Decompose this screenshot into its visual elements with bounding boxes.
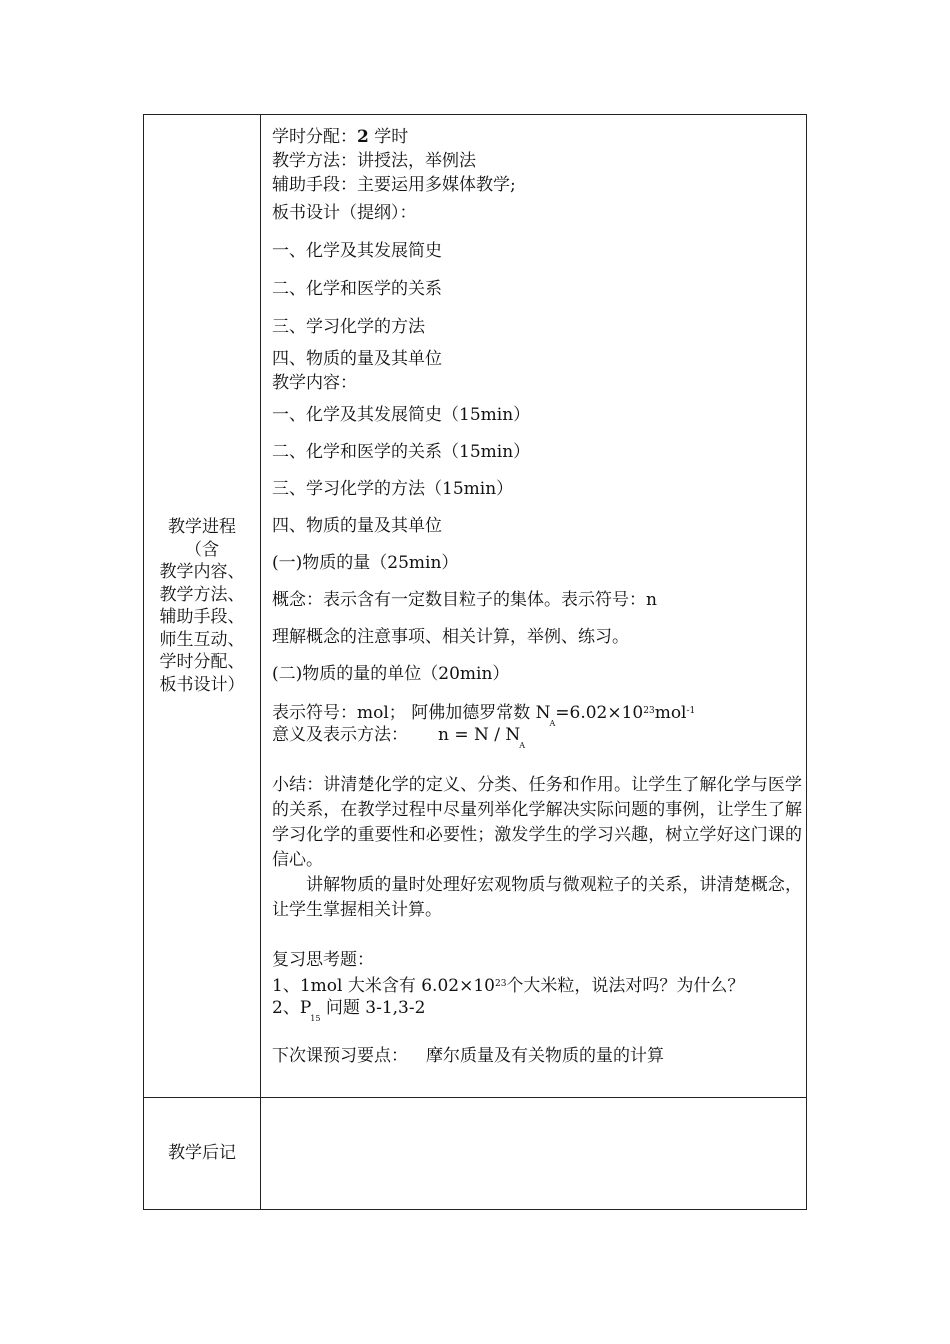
preview-label: 下次课预习要点： bbox=[272, 1046, 408, 1066]
content-cell bbox=[272, 125, 802, 1068]
summary-paragraph: 小结：讲清楚化学的定义、分类、任务和作用。让学生了解化学与医学的关系，在教学过程中尽量列举化学解决实际问题的事例，让学生了解学习化学的重要性和必要性；激发学生的学习兴趣，树立学好这门课的信心。 bbox=[272, 775, 802, 870]
progress-label-line: 板书设计） bbox=[159, 674, 245, 695]
meaning-formula: n = N / N bbox=[438, 725, 521, 745]
progress-label-line: 教学进程 bbox=[168, 517, 236, 537]
progress-label-line: 师生互动、 bbox=[159, 629, 245, 650]
content-item: (一)物质的量（25min） bbox=[272, 553, 459, 573]
postscript-label-cell bbox=[144, 1097, 260, 1209]
review-question-text: 个大米粒，说法对吗？为什么？ bbox=[506, 976, 745, 996]
review-question-text: 问题 3-1,3-2 bbox=[320, 998, 426, 1018]
review-question bbox=[272, 972, 802, 996]
review-title: 复习思考题： bbox=[272, 950, 374, 970]
postscript-label: 教学后记 bbox=[168, 1142, 236, 1163]
hours-value: 2 bbox=[357, 127, 369, 147]
hours-line bbox=[272, 125, 802, 149]
review-question bbox=[272, 996, 802, 1023]
progress-label-cell bbox=[144, 115, 260, 1097]
progress-label-line: 辅助手段、 bbox=[159, 607, 245, 627]
avogadro-value: =6.02×10 bbox=[555, 703, 644, 723]
formula-subscript: A bbox=[519, 741, 526, 750]
content-item: 四、物质的量及其单位 bbox=[272, 516, 442, 536]
summary-paragraph: 讲解物质的量时处理好宏观物质与微观粒子的关系，讲清楚概念，让学生掌握相关计算。 bbox=[272, 875, 802, 920]
avogadro-subscript: A bbox=[549, 719, 556, 728]
hours-label: 学时分配： bbox=[272, 127, 357, 147]
aids-line: 辅助手段：主要运用多媒体教学; bbox=[272, 175, 516, 195]
outline-item: 二、化学和医学的关系 bbox=[272, 279, 442, 299]
content-item: (二)物质的量的单位（20min） bbox=[272, 664, 510, 684]
progress-label-line: 教学方法、 bbox=[159, 584, 245, 605]
review-question-text: 1、1mol 大米含有 6.02×10 bbox=[272, 976, 495, 996]
progress-label-line: 教学内容、 bbox=[159, 562, 245, 582]
meaning-prefix: 意义及表示方法： bbox=[272, 725, 408, 745]
content-item: 二、化学和医学的关系（15min） bbox=[272, 442, 531, 462]
content-item: 理解概念的注意事项、相关计算，举例、练习。 bbox=[272, 627, 629, 647]
content-title: 教学内容： bbox=[272, 373, 357, 393]
lesson-plan-table bbox=[143, 114, 807, 1210]
column-divider bbox=[260, 115, 261, 1209]
page-subscript: 15 bbox=[310, 1014, 321, 1023]
hours-unit: 学时 bbox=[368, 127, 409, 147]
content-item: 三、学习化学的方法（15min） bbox=[272, 479, 514, 499]
content-item: 概念：表示含有一定数目粒子的集体。表示符号：n bbox=[272, 590, 657, 610]
review-question-exponent: 23 bbox=[494, 979, 507, 989]
outline-item: 一、化学及其发展简史 bbox=[272, 241, 442, 261]
avogadro-unit: mol bbox=[654, 703, 687, 723]
method-line: 教学方法：讲授法，举例法 bbox=[272, 151, 476, 171]
progress-label-line: 学时分配、 bbox=[159, 652, 245, 672]
meaning-line bbox=[272, 723, 802, 750]
outline-item: 四、物质的量及其单位 bbox=[272, 349, 442, 369]
board-design-title: 板书设计（提纲）： bbox=[272, 203, 417, 223]
unit-exponent: -1 bbox=[686, 706, 696, 716]
progress-label-line: （含 bbox=[185, 539, 219, 560]
content-item: 一、化学及其发展简史（15min） bbox=[272, 405, 531, 425]
symbols-prefix: 表示符号：mol； 阿佛加德罗常数 N bbox=[272, 703, 551, 723]
review-question-text: 2、P bbox=[272, 998, 312, 1018]
avogadro-exponent: 23 bbox=[643, 706, 655, 716]
preview-line bbox=[272, 1044, 802, 1068]
preview-text: 摩尔质量及有关物质的量的计算 bbox=[426, 1046, 664, 1066]
symbols-line bbox=[272, 699, 802, 728]
outline-item: 三、学习化学的方法 bbox=[272, 317, 425, 337]
